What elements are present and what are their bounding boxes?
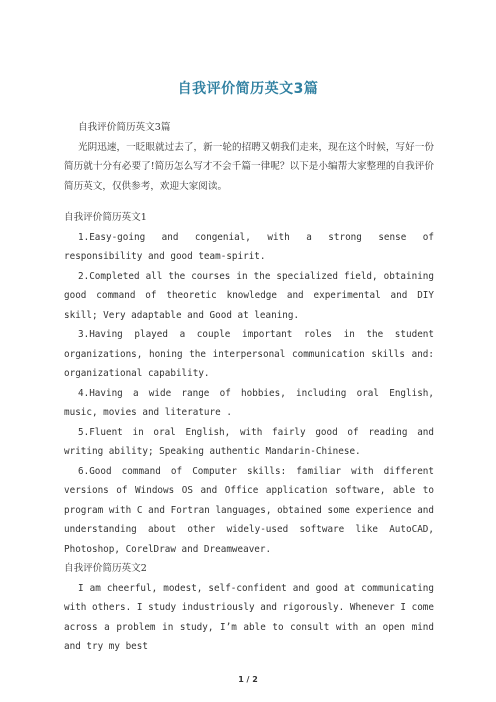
- section1-item-1: 1.Easy-going and congenial, with a strong sense of responsibility and good team-spirit.: [64, 231, 434, 262]
- document-title: 自我评价简历英文3篇: [177, 81, 319, 97]
- section1-heading: 自我评价简历英文1: [64, 212, 147, 223]
- page-number: 1 / 2: [238, 675, 258, 684]
- section1-item-3: 3.Having played a couple important roles in the student organizations, honing the interpersonal communication skills and: organizational capability.: [64, 329, 434, 379]
- section2-paragraph: I am cheerful, modest, self-confident and good at communicating with others. I study industriously and rigorously. Whenever I come across a problem in study, I’m able to consult with an open mind and try my best: [64, 582, 434, 652]
- section2-heading: 自我评价简历英文2: [64, 563, 147, 574]
- section1-item-4: 4.Having a wide range of hobbies, including oral English, music, movies and literature .: [64, 387, 434, 418]
- section1-item-6: 6.Good command of Computer skills: familiar with different versions of Windows OS and Office application software, able to program with C and Fortran languages, obtained some experience and understanding about other widely-used software like AutoCAD, Photoshop, CorelDraw and Dreamweaver.: [64, 465, 434, 555]
- section1-item-5: 5.Fluent in oral English, with fairly good of reading and writing ability; Speaking authentic Mandarin-Chinese.: [64, 426, 434, 457]
- document-body: [64, 118, 434, 657]
- intro-heading: 自我评价简历英文3篇: [78, 122, 171, 133]
- intro-paragraph: 光阴迅速，一眨眼就过去了，新一轮的招聘又朝我们走来，现在这个时候，写好一份简历就十分有必要了!简历怎么写才不会千篇一律呢？以下是小编帮大家整理的自我评价简历英文，仅供参考，欢迎大家阅读。: [64, 141, 434, 192]
- section1-item-2: 2.Completed all the courses in the specialized field, obtaining good command of theoretic knowledge and experimental and DIY skill; Very adaptable and Good at leaning.: [64, 270, 434, 321]
